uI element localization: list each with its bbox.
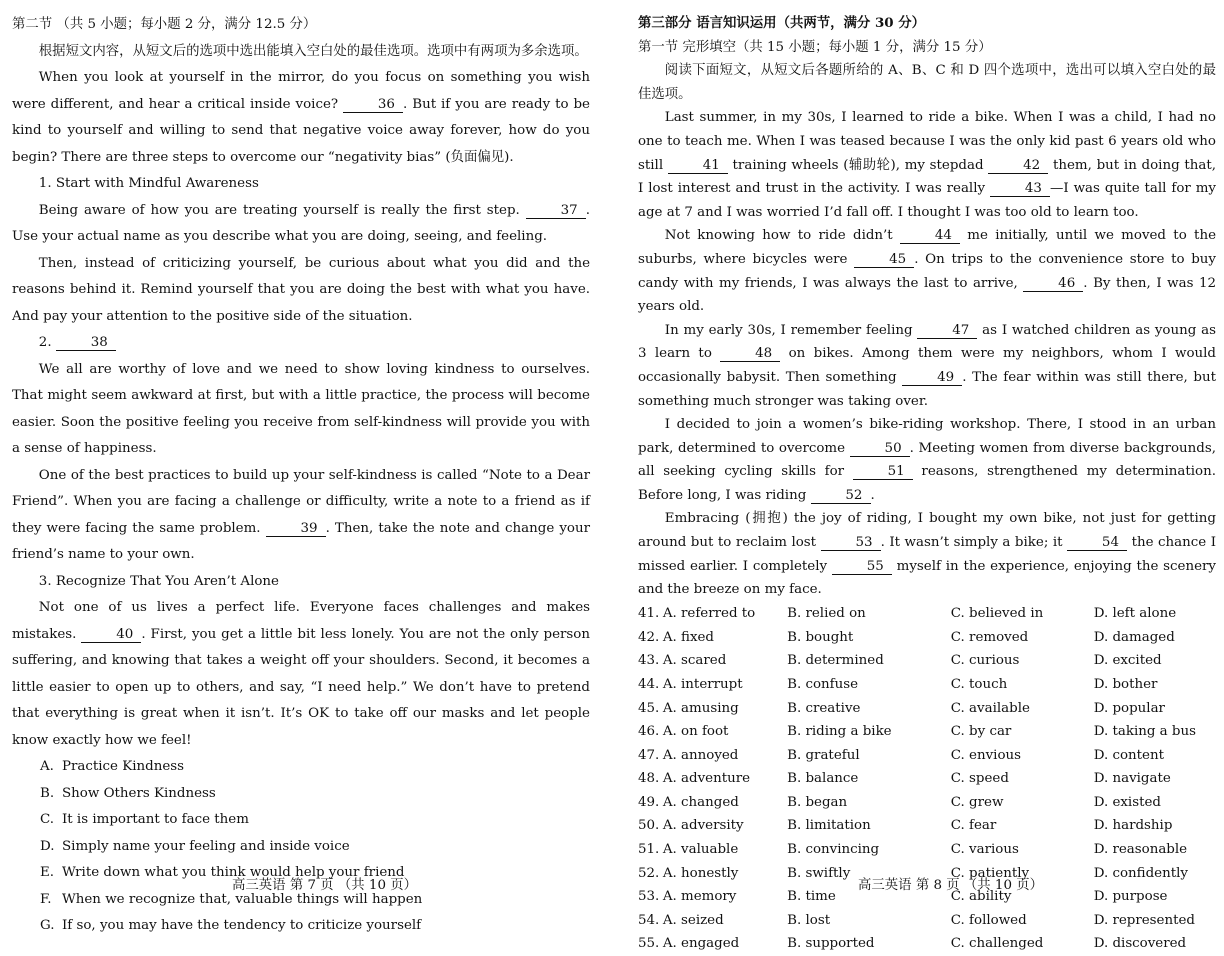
choice-c: C. curious [950,653,1020,669]
blank-45: 45 [854,252,914,268]
question-number: 49. [638,794,660,810]
blank-44: 44 [900,228,960,244]
choice-a: A. referred to [662,606,756,622]
text: . Then, take the note and change your friend’s name to your own. [12,520,590,562]
blank-37: 37 [526,203,586,219]
option-text: It is important to face them [62,812,249,827]
question-number: 43. [638,653,660,669]
option-text: Show Others Kindness [62,785,216,801]
text: myself in the experience, enjoying the scenery and the breeze on my face. [638,558,1216,598]
choice-b: B. supported [787,936,875,952]
choice-a: A. annoyed [662,747,739,763]
text: . By then, I was 12 years old. [638,275,1216,315]
option-letter: D. [40,838,55,854]
choice-row [638,696,1218,720]
choice-a: A. engaged [662,936,740,952]
blank-55: 55 [832,559,892,575]
choice-row [638,625,1218,649]
choice-b: B. swiftly [787,865,851,881]
choice-a: A. on foot [662,724,729,740]
choice-d: D. confidently [1093,865,1188,881]
blank-48: 48 [720,346,780,362]
choice-a: A. scared [662,653,727,669]
option-item [12,807,590,834]
choice-d: D. represented [1093,912,1195,928]
text: . Use your actual name as you describe what you are doing, seeing, and feeling. [12,202,590,244]
choice-c: C. removed [950,629,1029,645]
choice-c: C. grew [950,794,1004,810]
choice-b: B. convincing [787,842,880,858]
question-number: 51. [638,842,660,858]
choice-d: D. discovered [1093,936,1187,952]
option-letter: B. [40,785,55,801]
choice-d: D. content [1093,747,1164,763]
question-number: 44. [638,676,660,692]
choice-b: B. riding a bike [787,724,892,740]
choice-c: C. believed in [950,606,1044,622]
passage-paragraph [638,507,1216,601]
option-letter: C. [40,812,55,827]
choice-a: A. fixed [662,629,715,645]
option-list [12,754,590,940]
passage-paragraph [638,319,1216,413]
choice-c: C. patiently [950,865,1030,881]
option-item [12,754,590,781]
option-item [12,781,590,808]
text: Last summer, in my 30s, I learned to ride a bike. When I was a child, I had no one to teach me. When I was teased because I was the only kid past 6 years old who still [638,110,1216,173]
option-item [12,834,590,861]
left-page [12,12,590,940]
choice-row [638,838,1218,862]
choice-d: D. existed [1093,794,1161,810]
text: as I watched children as young as 3 learn to [638,322,1216,362]
choice-row [638,814,1218,838]
choice-d: D. hardship [1093,818,1173,834]
choice-b: B. bought [787,629,854,645]
passage-paragraph [12,463,590,569]
passage-paragraph [12,65,590,171]
choice-row [638,932,1218,956]
subheading [12,330,590,357]
choice-a: A. adventure [662,771,751,787]
blank-53: 53 [821,535,881,551]
text: I decided to join a women’s bike-riding workshop. There, I stood in an urban park, determined to overcome [638,417,1216,456]
passage-paragraph [638,413,1216,507]
text: them, but in doing that, I lost interest and trust in the activity. I was really [638,157,1216,197]
option-text: If so, you may have the tendency to criticize yourself [62,918,422,933]
choice-row [638,909,1218,933]
page-footer: 高三英语 第 8 页 （共 10 页） [858,878,1044,893]
choice-b: B. time [787,889,836,905]
option-text: Practice Kindness [62,759,185,774]
text: . On trips to the convenience store to buy candy with my friends, I was always the last to arrive, [638,251,1216,291]
text: . Meeting women from diverse backgrounds, all seeking cycling skills for [638,440,1216,480]
option-item [12,913,590,940]
choice-row [638,673,1218,697]
choice-a: A. adversity [662,818,744,834]
choice-c: C. challenged [950,936,1044,952]
choice-c: C. envious [950,747,1022,763]
choice-d: D. reasonable [1093,842,1188,858]
question-number: 55. [638,936,660,952]
text: . The fear within was still there, but something much stronger was taking over. [638,369,1216,409]
choice-b: B. confuse [787,676,859,692]
choice-row [638,720,1218,744]
question-number: 46. [638,724,660,740]
choice-a: A. valuable [662,842,739,858]
choice-b: B. began [787,794,848,810]
choice-a: A. changed [662,794,739,810]
blank-40: 40 [81,627,141,643]
passage-paragraph: We all are worthy of love and we need to show loving kindness to ourselves. That might seem awkward at first, but with a little practice, the process will become easier. Soon the positive feeling you receive from self-kindness will provide you with a sense of happiness. [12,361,590,456]
text: Not one of us lives a perfect life. Everyone faces challenges and makes mistakes. [12,600,590,642]
text: training wheels (辅助轮), my stepdad [727,157,989,173]
question-number: 45. [638,700,660,716]
right-page [638,12,1216,956]
blank-41: 41 [668,158,728,174]
section-title: 第二节 （共 5 小题；每小题 2 分，满分 12.5 分） [12,17,317,32]
text: me initially, until we moved to the suburbs, where bicycles were [638,228,1216,267]
blank-38: 38 [56,335,116,351]
choice-c: C. ability [950,889,1012,905]
choice-b: B. creative [787,700,861,716]
passage-paragraph: Then, instead of criticizing yourself, be curious about what you did and the reasons behind it. Remind yourself that you are doing the best with what you have. And pay your attention to the positive side of the situation. [12,255,590,324]
text: In my early 30s, I remember feeling [664,322,918,338]
text: . [870,487,875,503]
choice-d: D. excited [1093,653,1162,669]
choice-c: C. speed [950,771,1009,787]
blank-47: 47 [917,323,977,339]
question-number: 47. [638,747,660,763]
choice-b: B. lost [787,912,831,928]
option-text: Write down what you think would help your friend [62,865,405,880]
text: Being aware of how you are treating yourself is really the first step. [38,202,526,218]
choice-d: D. taking a bus [1093,724,1196,740]
question-number: 53. [638,889,660,905]
choice-b: B. balance [787,771,859,787]
choice-c: C. touch [950,676,1008,692]
text: . First, you get a little bit less lonely. You are not the only person suffering, and knowing that takes a weight off your shoulders. Second, it becomes a little easier to open up to others, and say, “I need help.” We don’t have to pretend that everything is great when it isn’t. It’s OK to take off our masks and let people know exactly how we feel! [12,626,590,748]
text: 2. [38,335,52,350]
blank-43: 43 [990,181,1050,197]
choices-body [638,602,1218,956]
blank-49: 49 [902,370,962,386]
text: . It wasn’t simply a bike; it [880,535,1068,551]
option-text: When we recognize that, valuable things will happen [62,891,423,907]
choice-row [638,791,1218,815]
section-title: 第一节 完形填空（共 15 小题；每小题 1 分，满分 15 分） [638,39,992,55]
choice-d: D. purpose [1093,889,1168,905]
choice-c: C. fear [950,818,997,834]
blank-52: 52 [811,488,871,504]
text: the chance I missed earlier. I completely [638,535,1216,574]
choice-a: A. honestly [662,865,739,881]
choice-row [638,602,1218,626]
question-number: 41. [638,606,660,622]
option-text: Simply name your feeling and inside voice [62,838,350,854]
blank-54: 54 [1067,535,1127,551]
choice-b: B. grateful [787,747,860,763]
option-letter: G. [40,918,55,933]
choice-b: B. limitation [787,818,871,834]
blank-46: 46 [1023,276,1083,292]
question-number: 42. [638,629,660,645]
choice-a: A. memory [662,889,737,905]
passage-paragraph [638,106,1216,224]
choice-row [638,743,1218,767]
subheading: 1. Start with Mindful Awareness [38,176,259,191]
text: When you look at yourself in the mirror, do you focus on something you wish were different, and hear a critical inside voice? [12,70,590,112]
choice-d: D. popular [1093,700,1165,716]
instruction: 阅读下面短文，从短文后各题所给的 A、B、C 和 D 四个选项中，选出可以填入空白处的最佳选项。 [638,63,1216,102]
blank-39: 39 [266,521,326,537]
text: . But if you are ready to be kind to yourself and willing to send that negative voice away forever, how do you begin? There are three steps to overcome our “negativity bias” (负面偏见). [12,96,590,165]
part-title: 第三部分 语言知识运用（共两节，满分 30 分） [638,15,926,31]
choice-row [638,767,1218,791]
choice-a: A. amusing [662,700,739,716]
choice-a: A. interrupt [662,676,743,692]
blank-51: 51 [853,464,913,480]
choice-c: C. followed [950,912,1027,928]
choice-c: C. various [950,842,1019,858]
option-letter: F. [40,891,52,907]
text: Not knowing how to ride didn’t [664,228,900,244]
choice-row [638,649,1218,673]
text: reasons, strengthened my determination. Before long, I was riding [638,464,1216,503]
question-number: 52. [638,865,660,881]
blank-36: 36 [343,97,403,113]
question-number: 48. [638,771,660,787]
choice-b: B. determined [787,653,884,669]
choice-d: D. left alone [1093,606,1177,622]
choice-c: C. by car [950,724,1012,740]
choice-c: C. available [950,700,1030,716]
question-number: 54. [638,912,660,928]
text: One of the best practices to build up your self-kindness is called “Note to a Dear Friend”. When you are facing a challenge or difficulty, write a note to a friend as if they were facing the same problem. [12,467,590,536]
blank-50: 50 [850,441,910,457]
subheading: 3. Recognize That You Aren’t Alone [38,573,279,589]
text: Embracing (拥抱) the joy of riding, I bought my own bike, not just for getting around but to reclaim lost [638,511,1216,551]
text: on bikes. Among them were my neighbors, whom I would occasionally babysit. Then something [638,346,1216,385]
choice-d: D. navigate [1093,771,1171,787]
text: —I was quite tall for my age at 7 and I was worried I’d fall off. I thought I was too old to learn too. [638,181,1216,220]
choice-d: D. bother [1093,676,1158,692]
option-letter: E. [40,865,55,880]
choice-d: D. damaged [1093,629,1175,645]
page-footer: 高三英语 第 7 页 （共 10 页） [232,878,418,893]
choice-b: B. relied on [787,606,866,622]
passage-paragraph [12,198,590,251]
question-number: 50. [638,818,660,834]
passage-paragraph [638,224,1216,318]
passage-paragraph [12,595,590,754]
instruction: 根据短文内容，从短文后的选项中选出能填入空白处的最佳选项。选项中有两项为多余选项。 [38,43,588,59]
choice-a: A. seized [662,912,724,928]
blank-42: 42 [988,158,1048,174]
choices-table [638,602,1218,956]
option-letter: A. [40,759,54,774]
